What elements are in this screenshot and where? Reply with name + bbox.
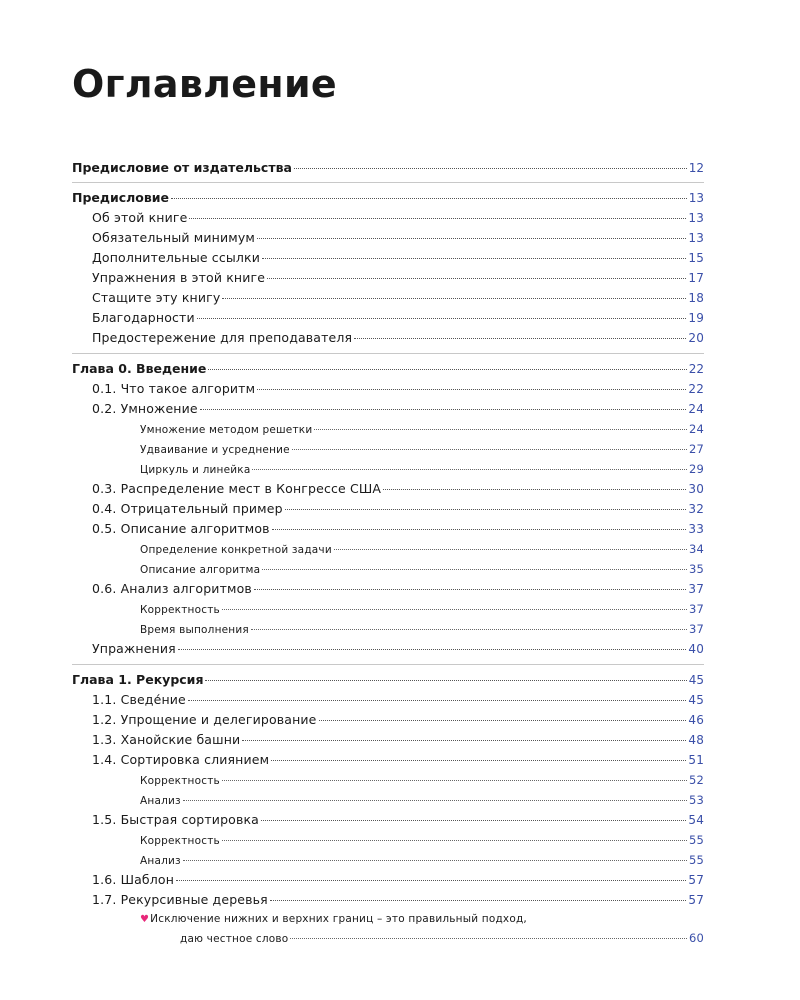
separator	[72, 182, 704, 183]
toc-entry[interactable]	[72, 228, 704, 248]
toc-page-number: 32	[688, 502, 704, 516]
dot-leader	[271, 760, 686, 761]
dot-leader	[222, 298, 686, 299]
toc-page-number: 37	[688, 602, 704, 616]
toc-page-number: 37	[688, 622, 704, 636]
toc-entry[interactable]	[72, 870, 704, 890]
dot-leader	[222, 840, 687, 841]
toc-page-number: 29	[688, 462, 704, 476]
toc-page-number: 54	[688, 813, 704, 827]
toc-page-number: 22	[688, 382, 704, 396]
toc-page-number: 35	[688, 562, 704, 576]
toc-entry[interactable]	[72, 499, 704, 519]
toc-entry-title: 1.5. Быстрая сортировка	[92, 812, 259, 827]
toc-page-number: 55	[688, 853, 704, 867]
toc-entry-title: 0.5. Описание алгоритмов	[92, 521, 270, 536]
toc-entry-title: Обязательный минимум	[92, 230, 255, 245]
toc-page-number: 24	[688, 422, 704, 436]
dot-leader	[222, 780, 687, 781]
table-of-contents	[72, 158, 704, 948]
toc-entry-title: 0.6. Анализ алгоритмов	[92, 581, 252, 596]
toc-entry-title: Предисловие от издательства	[72, 160, 292, 175]
toc-entry[interactable]	[72, 599, 704, 619]
toc-page-number: 48	[688, 733, 704, 747]
toc-entry-title: Глава 0. Введение	[72, 361, 207, 376]
dot-leader	[208, 369, 686, 370]
toc-entry-title: 0.3. Распределение мест в Конгрессе США	[92, 481, 382, 496]
toc-entry-title: Глава 1. Рекурсия	[72, 672, 204, 687]
toc-entry[interactable]	[72, 639, 704, 659]
toc-entry[interactable]	[72, 750, 704, 770]
dot-leader	[262, 569, 687, 570]
toc-page-number: 46	[688, 713, 704, 727]
toc-entry[interactable]	[72, 730, 704, 750]
toc-page-number: 19	[688, 311, 704, 325]
dot-leader	[270, 900, 687, 901]
toc-page-number: 30	[688, 482, 704, 496]
dot-leader	[383, 489, 686, 490]
toc-page-number: 18	[688, 291, 704, 305]
dot-leader	[314, 429, 687, 430]
toc-entry-title-line2: даю честное слово	[180, 933, 289, 945]
toc-entry-title: 1.6. Шаблон	[92, 872, 175, 887]
toc-page-number: 40	[688, 642, 704, 656]
dot-leader	[171, 198, 687, 199]
toc-page-number: 34	[688, 542, 704, 556]
toc-entry-title: Предостережение для преподавателя	[92, 330, 353, 345]
toc-entry[interactable]	[72, 268, 704, 288]
dot-leader	[251, 629, 687, 630]
toc-page-number: 45	[688, 673, 704, 687]
dot-leader	[254, 589, 687, 590]
toc-entry-title: Циркуль и линейка	[140, 464, 251, 476]
dot-leader	[205, 680, 686, 681]
toc-page-number: 15	[688, 251, 704, 265]
toc-page-number: 27	[688, 442, 704, 456]
dot-leader	[189, 218, 686, 219]
toc-entry-title: 0.1. Что такое алгоритм	[92, 381, 256, 396]
dot-leader	[292, 449, 687, 450]
toc-page-number: 13	[688, 191, 704, 205]
dot-leader	[222, 609, 687, 610]
toc-entry-preface[interactable]	[72, 188, 704, 208]
toc-page-number: 13	[688, 211, 704, 225]
toc-entry-title: 1.2. Упрощение и делегирование	[92, 712, 317, 727]
toc-entry-title: Дополнительные ссылки	[92, 250, 260, 265]
toc-entry-title: Предисловие	[72, 190, 170, 205]
toc-entry[interactable]	[72, 539, 704, 559]
dot-leader	[261, 820, 686, 821]
page-title: Оглавление	[72, 62, 337, 106]
toc-entry-title: Стащите эту книгу	[92, 290, 221, 305]
toc-entry-chapter-1[interactable]	[72, 670, 704, 690]
toc-entry-title: Упражнения	[92, 641, 176, 656]
dot-leader	[354, 338, 686, 339]
dot-leader	[252, 469, 686, 470]
dot-leader	[188, 700, 687, 701]
toc-entry-multiline-cont[interactable]	[72, 928, 704, 948]
toc-page-number: 24	[688, 402, 704, 416]
toc-entry-title: 1.7. Рекурсивные деревья	[92, 892, 268, 907]
dot-leader	[267, 278, 686, 279]
toc-page-number: 55	[688, 833, 704, 847]
toc-entry-title: Об этой книге	[92, 210, 188, 225]
dot-leader	[183, 860, 687, 861]
toc-page-number: 12	[688, 161, 704, 175]
toc-page-number: 52	[688, 773, 704, 787]
toc-entry[interactable]	[72, 208, 704, 228]
toc-entry[interactable]	[72, 830, 704, 850]
toc-entry-title: 1.1. Сведе́ние	[92, 692, 186, 707]
toc-entry[interactable]	[72, 790, 704, 810]
dot-leader	[272, 529, 687, 530]
dot-leader	[285, 509, 687, 510]
toc-entry-title: Удваивание и усреднение	[140, 444, 290, 456]
toc-entry-title: Время выполнения	[140, 624, 249, 636]
dot-leader	[176, 880, 686, 881]
toc-entry-preface-publisher[interactable]	[72, 158, 704, 178]
toc-entry-title: Корректность	[140, 775, 220, 787]
dot-leader	[319, 720, 687, 721]
toc-entry[interactable]	[72, 308, 704, 328]
toc-entry-title: Описание алгоритма	[140, 564, 261, 576]
toc-entry[interactable]	[72, 690, 704, 710]
toc-entry[interactable]	[72, 328, 704, 348]
toc-entry[interactable]	[72, 850, 704, 870]
toc-page-number: 60	[688, 931, 704, 945]
toc-entry[interactable]	[72, 419, 704, 439]
toc-page-number: 51	[688, 753, 704, 767]
toc-entry-multiline[interactable]	[72, 910, 704, 928]
toc-entry-title: 0.4. Отрицательный пример	[92, 501, 283, 516]
toc-entry[interactable]	[72, 479, 704, 499]
dot-leader	[178, 649, 687, 650]
toc-entry[interactable]	[72, 559, 704, 579]
toc-entry-title-text: Исключение нижних и верхних границ – это правильный подход,	[150, 913, 527, 925]
toc-entry-title: Умножение методом решетки	[140, 424, 313, 436]
dot-leader	[257, 389, 686, 390]
separator	[72, 664, 704, 665]
toc-entry[interactable]	[72, 710, 704, 730]
toc-entry[interactable]	[72, 579, 704, 599]
toc-entry-title: Корректность	[140, 835, 220, 847]
toc-page-number: 45	[688, 693, 704, 707]
toc-page-number: 57	[688, 873, 704, 887]
dot-leader	[200, 409, 687, 410]
toc-entry[interactable]	[72, 810, 704, 830]
toc-page-number: 53	[688, 793, 704, 807]
toc-entry[interactable]	[72, 379, 704, 399]
dot-leader	[257, 238, 686, 239]
toc-entry[interactable]	[72, 248, 704, 268]
toc-entry[interactable]	[72, 770, 704, 790]
toc-entry-title: Определение конкретной задачи	[140, 544, 332, 556]
separator	[72, 353, 704, 354]
toc-entry[interactable]	[72, 619, 704, 639]
toc-entry-title: 1.3. Ханойские башни	[92, 732, 241, 747]
toc-page-number: 20	[688, 331, 704, 345]
toc-entry-title: Упражнения в этой книге	[92, 270, 266, 285]
dot-leader	[262, 258, 686, 259]
heart-icon: ♥	[140, 914, 150, 925]
toc-entry-title: Корректность	[140, 604, 220, 616]
toc-entry[interactable]	[72, 439, 704, 459]
toc-page-number: 33	[688, 522, 704, 536]
toc-page-number: 17	[688, 271, 704, 285]
dot-leader	[290, 938, 687, 939]
toc-page-number: 57	[688, 893, 704, 907]
dot-leader	[334, 549, 687, 550]
toc-page-number: 22	[688, 362, 704, 376]
toc-entry[interactable]	[72, 399, 704, 419]
toc-entry-title: Благодарности	[92, 310, 195, 325]
dot-leader	[183, 800, 687, 801]
toc-entry-title: 1.4. Сортировка слиянием	[92, 752, 270, 767]
toc-entry[interactable]	[72, 459, 704, 479]
dot-leader	[197, 318, 687, 319]
dot-leader	[294, 168, 687, 169]
toc-entry[interactable]	[72, 890, 704, 910]
dot-leader	[242, 740, 686, 741]
toc-page-number: 37	[688, 582, 704, 596]
toc-entry-title: 0.2. Умножение	[92, 401, 198, 416]
toc-entry[interactable]	[72, 519, 704, 539]
toc-page-number: 13	[688, 231, 704, 245]
toc-entry-chapter-0[interactable]	[72, 359, 704, 379]
toc-entry[interactable]	[72, 288, 704, 308]
toc-entry-title: Анализ	[140, 855, 181, 867]
toc-entry-title: Анализ	[140, 795, 181, 807]
toc-entry-title-line1	[140, 910, 527, 929]
